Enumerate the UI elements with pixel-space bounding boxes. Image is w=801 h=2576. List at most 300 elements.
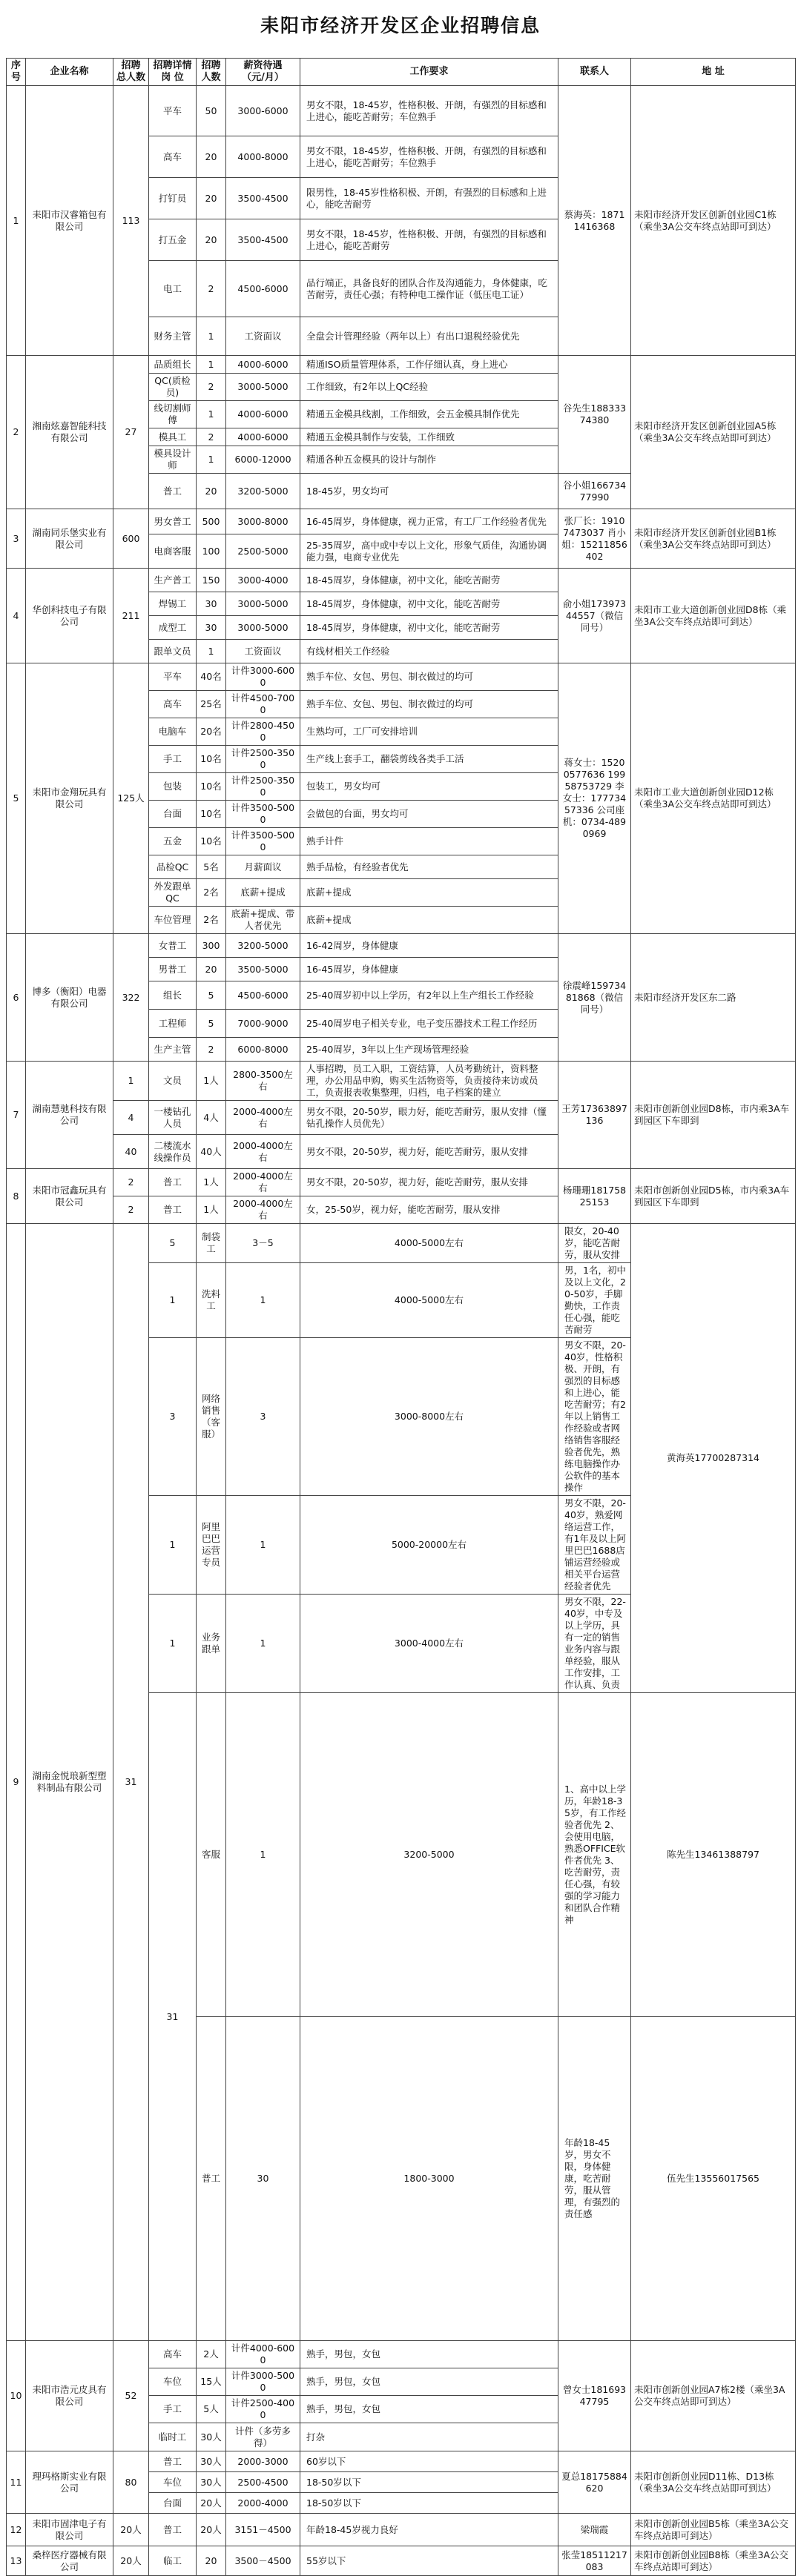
contact: 谷小姐16673477990 bbox=[558, 474, 631, 509]
headcount: 40名 bbox=[197, 663, 226, 691]
salary: 2000-4000左右 bbox=[226, 1196, 300, 1224]
position: 一楼钻孔人员 bbox=[149, 1101, 197, 1135]
position: 焊锡工 bbox=[149, 592, 197, 616]
salary: 计件2500-4000 bbox=[226, 2396, 300, 2423]
requirements: 有线材相关工作经验 bbox=[300, 640, 558, 663]
salary: 3000-8000 bbox=[226, 509, 300, 534]
headcount: 30人 bbox=[197, 2423, 226, 2451]
total-count: 1 bbox=[149, 1595, 197, 1693]
position: 包装 bbox=[149, 773, 197, 801]
total-count: 113 bbox=[113, 86, 149, 356]
requirements: 18-50岁以下 bbox=[300, 2493, 558, 2514]
requirements: 年龄18-45岁，男女不限，身体健康，吃苦耐劳，服从管理，有强烈的责任感 bbox=[558, 2017, 631, 2341]
position: 洗料工 bbox=[197, 1263, 226, 1338]
salary: 3000-8000左右 bbox=[300, 1338, 558, 1496]
address: 耒阳市经济开发区东二路 bbox=[631, 934, 796, 1062]
salary: 2000-4000左右 bbox=[226, 1169, 300, 1196]
requirements: 男女不限，20-50岁，视力好，能吃苦耐劳，服从安排 bbox=[300, 1169, 558, 1196]
header-count: 招聘人数 bbox=[197, 59, 226, 86]
address: 耒阳市创新创业园A7栋2楼（乘坐3A公交车终点站即可到达） bbox=[631, 2341, 796, 2451]
row-number: 2 bbox=[7, 356, 26, 509]
position: 车位 bbox=[149, 2472, 197, 2493]
headcount: 10名 bbox=[197, 828, 226, 855]
headcount: 4人 bbox=[197, 1101, 226, 1135]
company-name: 耒阳市金翔玩具有限公司 bbox=[26, 663, 113, 934]
headcount: 10名 bbox=[197, 801, 226, 828]
header-position: 招聘详情 岗 位 bbox=[149, 59, 197, 86]
position: 男普工 bbox=[149, 958, 197, 981]
total-count: 40 bbox=[113, 1135, 149, 1169]
position: 普工 bbox=[149, 2451, 197, 2472]
headcount: 30 bbox=[197, 616, 226, 640]
salary: 3000-4000左右 bbox=[300, 1595, 558, 1693]
position: 普工 bbox=[149, 2514, 197, 2546]
total-count: 211 bbox=[113, 569, 149, 663]
table-row bbox=[7, 663, 796, 691]
contact: 俞小姐17397344557（微信同号） bbox=[558, 569, 631, 663]
contact: 张厂长：19107473037 肖小姐：15211856402 bbox=[558, 509, 631, 569]
requirements: 男女不限，20-50岁，视力好，能吃苦耐劳，服从安排 bbox=[300, 1135, 558, 1169]
headcount: 100 bbox=[197, 534, 226, 569]
total-count: 20人 bbox=[113, 2514, 149, 2546]
salary: 计件4500-7000 bbox=[226, 691, 300, 718]
address: 耒阳市创新创业园B8栋（乘坐3A公交车终点站即可到达） bbox=[631, 2546, 796, 2576]
total-count: 4 bbox=[113, 1101, 149, 1135]
headcount: 20名 bbox=[197, 718, 226, 746]
position: 跟单文员 bbox=[149, 640, 197, 663]
requirements: 底薪+提成 bbox=[300, 879, 558, 907]
salary: 4500-6000 bbox=[226, 261, 300, 317]
address: 耒阳市经济开发区创新创业园B1栋（乘坐3A公交车终点站即可到达） bbox=[631, 509, 796, 569]
position: 临工 bbox=[149, 2546, 197, 2576]
company-name: 耒阳市固津电子有限公司 bbox=[26, 2514, 113, 2546]
salary: 6000-12000 bbox=[226, 446, 300, 474]
row-number: 7 bbox=[7, 1062, 26, 1169]
table-row bbox=[7, 2546, 796, 2576]
requirements: 生产线上套手工，翻袋剪线各类手工活 bbox=[300, 746, 558, 773]
requirements: 25-35周岁，高中或中专以上文化，形象气质佳，沟通协调能力强，电商专业优先 bbox=[300, 534, 558, 569]
headcount: 5 bbox=[197, 981, 226, 1010]
salary: 5000-20000左右 bbox=[300, 1496, 558, 1595]
headcount: 3 bbox=[226, 1338, 300, 1496]
header-address: 地 址 bbox=[631, 59, 796, 86]
headcount: 30人 bbox=[197, 2472, 226, 2493]
row-number: 3 bbox=[7, 509, 26, 569]
total-count: 1 bbox=[149, 1496, 197, 1595]
requirements: 男女不限，20-40岁，性格积极、开朗，有强烈的目标感和上进心，能吃苦耐劳；有2年以上销售工作经验或者网络销售客服经验者优先，熟练电脑操作办公软件的基本操作 bbox=[558, 1338, 631, 1496]
requirements: 60岁以下 bbox=[300, 2451, 558, 2472]
position: 电脑车 bbox=[149, 718, 197, 746]
total-count: 27 bbox=[113, 356, 149, 509]
headcount: 1 bbox=[197, 317, 226, 356]
salary: 2800-3500左右 bbox=[226, 1062, 300, 1101]
position: 生产主管 bbox=[149, 1038, 197, 1062]
table-row bbox=[7, 1224, 796, 1263]
total-count: 1 bbox=[113, 1062, 149, 1101]
requirements: 熟手，男包，女包 bbox=[300, 2368, 558, 2396]
requirements: 熟手，男包，女包 bbox=[300, 2341, 558, 2368]
requirements: 18-45岁，男女均可 bbox=[300, 474, 558, 509]
salary: 计件2500-3500 bbox=[226, 746, 300, 773]
headcount: 1 bbox=[226, 1496, 300, 1595]
salary: 工资面议 bbox=[226, 317, 300, 356]
page-title: 耒阳市经济开发区企业招聘信息 bbox=[260, 15, 541, 36]
headcount: 2 bbox=[197, 428, 226, 446]
headcount: 1人 bbox=[197, 1169, 226, 1196]
table-row bbox=[7, 356, 796, 374]
total-count: 52 bbox=[113, 2341, 149, 2451]
requirements: 包装工，男女均可 bbox=[300, 773, 558, 801]
headcount: 2 bbox=[197, 374, 226, 401]
company-name: 博多（衡阳）电器有限公司 bbox=[26, 934, 113, 1062]
salary: 3151－4500 bbox=[226, 2514, 300, 2546]
requirements: 男女不限，18-45岁，性格积极、开朗，有强烈的目标感和上进心，能吃苦耐劳；车位熟手 bbox=[300, 136, 558, 178]
headcount: 1 bbox=[197, 401, 226, 428]
headcount: 40人 bbox=[197, 1135, 226, 1169]
headcount: 5 bbox=[197, 1010, 226, 1038]
salary: 3500-4500 bbox=[226, 219, 300, 261]
headcount: 20 bbox=[197, 474, 226, 509]
contact: 谷先生18833374380 bbox=[558, 356, 631, 474]
total-count: 31 bbox=[113, 1224, 149, 2341]
position: 成型工 bbox=[149, 616, 197, 640]
header-salary: 薪资待遇 （元/月） bbox=[226, 59, 300, 86]
requirements: 1、高中以上学历，年龄18-35岁，有工作经验者优先 2、会使用电脑，熟悉OFFICE软件者优先 3、吃苦耐劳，责任心强，有较强的学习能力和团队合作精神 bbox=[558, 1693, 631, 2017]
headcount: 10名 bbox=[197, 746, 226, 773]
position: 手工 bbox=[149, 2396, 197, 2423]
total-count: 20人 bbox=[113, 2546, 149, 2576]
requirements: 底薪+提成 bbox=[300, 907, 558, 934]
requirements: 会做包的台面，男女均可 bbox=[300, 801, 558, 828]
table-row bbox=[7, 569, 796, 592]
headcount: 1 bbox=[197, 640, 226, 663]
header-row bbox=[7, 59, 796, 86]
row-number: 5 bbox=[7, 663, 26, 934]
salary: 3200-5000 bbox=[226, 474, 300, 509]
headcount: 30 bbox=[197, 592, 226, 616]
position: 台面 bbox=[149, 801, 197, 828]
position: 男女普工 bbox=[149, 509, 197, 534]
headcount: 2人 bbox=[197, 2341, 226, 2368]
requirements: 18-45周岁，身体健康，初中文化，能吃苦耐劳 bbox=[300, 592, 558, 616]
contact: 夏总18175884620 bbox=[558, 2451, 631, 2514]
total-count: 2 bbox=[113, 1169, 149, 1196]
address: 耒阳市创新创业园D5栋，市内乘3A车到园区下车即到 bbox=[631, 1169, 796, 1224]
total-count: 322 bbox=[113, 934, 149, 1062]
requirements: 16-42周岁，身体健康 bbox=[300, 934, 558, 958]
requirements: 男女不限，20-40岁，熟爱网络运营工作，有1年及以上阿里巴巴1688店铺运营经验或相关平台运营经验者优先 bbox=[558, 1496, 631, 1595]
requirements: 限男性，18-45岁性格积极、开朗，有强烈的目标感和上进心，能吃苦耐劳 bbox=[300, 178, 558, 219]
headcount: 1 bbox=[226, 1263, 300, 1338]
position: 普工 bbox=[197, 2017, 226, 2341]
company-name: 耒阳市汉睿箱包有限公司 bbox=[26, 86, 113, 356]
row-number: 6 bbox=[7, 934, 26, 1062]
company-name: 理玛格斯实业有限公司 bbox=[26, 2451, 113, 2514]
position: 台面 bbox=[149, 2493, 197, 2514]
headcount: 30人 bbox=[197, 2451, 226, 2472]
position: 业务跟单 bbox=[197, 1595, 226, 1693]
salary: 1800-3000 bbox=[300, 2017, 558, 2341]
requirements: 工作细致，有2年以上QC经验 bbox=[300, 374, 558, 401]
requirements: 18-50岁以下 bbox=[300, 2472, 558, 2493]
company-name: 桑梓医疗器械有限公司 bbox=[26, 2546, 113, 2576]
headcount: 50 bbox=[197, 86, 226, 136]
row-number: 12 bbox=[7, 2514, 26, 2546]
position: 女普工 bbox=[149, 934, 197, 958]
headcount: 150 bbox=[197, 569, 226, 592]
requirements: 精通各种五金模具的设计与制作 bbox=[300, 446, 558, 474]
position: 模具设计师 bbox=[149, 446, 197, 474]
contact: 梁瑞霞 bbox=[558, 2514, 631, 2546]
requirements: 男女不限，18-45岁，性格积极、开朗，有强烈的目标感和上进心，能吃苦耐劳 bbox=[300, 219, 558, 261]
headcount: 20 bbox=[197, 958, 226, 981]
salary: 4000-6000 bbox=[226, 428, 300, 446]
requirements: 16-45周岁，身体健康 bbox=[300, 958, 558, 981]
salary: 计件3500-5000 bbox=[226, 828, 300, 855]
position: 高车 bbox=[149, 2341, 197, 2368]
contact: 王芳17363897136 bbox=[558, 1062, 631, 1169]
position: 模具工 bbox=[149, 428, 197, 446]
table-row bbox=[7, 2341, 796, 2368]
total-count: 600 bbox=[113, 509, 149, 569]
contact: 杨珊珊18175825153 bbox=[558, 1169, 631, 1224]
position: 客服 bbox=[197, 1693, 226, 2017]
salary: 计件4000-6000 bbox=[226, 2341, 300, 2368]
headcount: 300 bbox=[197, 934, 226, 958]
salary: 2000-4000左右 bbox=[226, 1135, 300, 1169]
headcount: 500 bbox=[197, 509, 226, 534]
total-count: 125人 bbox=[113, 663, 149, 934]
table-row bbox=[7, 934, 796, 958]
table-row bbox=[7, 2514, 796, 2546]
salary: 3000-5000 bbox=[226, 592, 300, 616]
company-name: 湘南炫嘉智能科技有限公司 bbox=[26, 356, 113, 509]
salary: 3000-4000 bbox=[226, 569, 300, 592]
requirements: 18-45周岁，身体健康，初中文化，能吃苦耐劳 bbox=[300, 569, 558, 592]
salary: 工资面议 bbox=[226, 640, 300, 663]
requirements: 16-45周岁，身体健康，视力正常，有工厂工作经验者优先 bbox=[300, 509, 558, 534]
position: 线切割师傅 bbox=[149, 401, 197, 428]
requirements: 精通五金模具线割，工作细致，会五金模具制作优先 bbox=[300, 401, 558, 428]
salary: 3000-5000 bbox=[226, 616, 300, 640]
requirements: 55岁以下 bbox=[300, 2546, 558, 2576]
headcount: 1 bbox=[226, 1693, 300, 2017]
position: 文员 bbox=[149, 1062, 197, 1101]
position: 普工 bbox=[149, 1169, 197, 1196]
requirements: 男女不限，18-45岁，性格积极、开朗，有强烈的目标感和上进心，能吃苦耐劳；车位熟手 bbox=[300, 86, 558, 136]
requirements: 女，25-50岁，视力好，能吃苦耐劳，服从安排 bbox=[300, 1196, 558, 1224]
salary: 4000-8000 bbox=[226, 136, 300, 178]
position: 财务主管 bbox=[149, 317, 197, 356]
headcount: 5人 bbox=[197, 2396, 226, 2423]
table-body bbox=[7, 86, 796, 2576]
headcount: 20 bbox=[197, 136, 226, 178]
salary: 4000-5000左右 bbox=[300, 1263, 558, 1338]
contact: 曾女士18169347795 bbox=[558, 2341, 631, 2451]
recruitment-table bbox=[6, 58, 796, 2576]
salary: 计件2800-4500 bbox=[226, 718, 300, 746]
requirements: 年龄18-45岁视力良好 bbox=[300, 2514, 558, 2546]
company-name: 华创科技电子有限公司 bbox=[26, 569, 113, 663]
salary: 2000-4000 bbox=[226, 2493, 300, 2514]
position: 网络销售（客服） bbox=[197, 1338, 226, 1496]
requirements: 25-40周岁，3年以上生产现场管理经验 bbox=[300, 1038, 558, 1062]
headcount: 1 bbox=[226, 1595, 300, 1693]
requirements: 熟手计件 bbox=[300, 828, 558, 855]
requirements: 熟手品检，有经验者优先 bbox=[300, 855, 558, 879]
salary: 3000-5000 bbox=[226, 374, 300, 401]
position: 制袋工 bbox=[197, 1224, 226, 1263]
position: 临时工 bbox=[149, 2423, 197, 2451]
row-number: 4 bbox=[7, 569, 26, 663]
address: 耒阳市经济开发区创新创业园C1栋（乘坐3A公交车终点站即可到达） bbox=[631, 86, 796, 356]
headcount: 1 bbox=[197, 356, 226, 374]
position: 普工 bbox=[149, 474, 197, 509]
requirements: 男女不限，22-40岁，中专及以上学历，具有一定的销售业务内容与跟单经验，服从工作安排，工作认真、负责 bbox=[558, 1595, 631, 1693]
position: 二楼流水线操作员 bbox=[149, 1135, 197, 1169]
position: QC(质检员) bbox=[149, 374, 197, 401]
table-row bbox=[7, 1169, 796, 1196]
headcount: 10名 bbox=[197, 773, 226, 801]
header-requirements: 工作要求 bbox=[300, 59, 558, 86]
row-number: 11 bbox=[7, 2451, 26, 2514]
total-count: 31 bbox=[149, 1693, 197, 2341]
requirements: 18-45周岁，身体健康，初中文化，能吃苦耐劳 bbox=[300, 616, 558, 640]
headcount: 20 bbox=[197, 219, 226, 261]
requirements: 生熟均可，工厂可安排培训 bbox=[300, 718, 558, 746]
requirements: 熟手车位、女包、男包、制衣做过的均可 bbox=[300, 691, 558, 718]
salary: 3200-5000 bbox=[300, 1693, 558, 2017]
salary: 6000-8000 bbox=[226, 1038, 300, 1062]
position: 平车 bbox=[149, 86, 197, 136]
contact: 张莹18511217083 bbox=[558, 2546, 631, 2576]
table-row bbox=[7, 1062, 796, 1101]
requirements: 限女，20-40岁，能吃苦耐劳，服从安排 bbox=[558, 1224, 631, 1263]
salary: 4500-6000 bbox=[226, 981, 300, 1010]
headcount: 2 bbox=[197, 261, 226, 317]
headcount: 2名 bbox=[197, 879, 226, 907]
position: 电商客服 bbox=[149, 534, 197, 569]
address: 耒阳市经济开发区创新创业园A5栋（乘坐3A公交车终点站即可到达） bbox=[631, 356, 796, 509]
headcount: 2 bbox=[197, 1038, 226, 1062]
position: 五金 bbox=[149, 828, 197, 855]
salary: 3500-4500 bbox=[226, 178, 300, 219]
requirements: 熟手车位、女包、男包、制衣做过的均可 bbox=[300, 663, 558, 691]
address: 耒阳市创新创业园D8栋，市内乘3A车到园区下车即到 bbox=[631, 1062, 796, 1169]
position: 车位 bbox=[149, 2368, 197, 2396]
salary: 计件3000-5000 bbox=[226, 2368, 300, 2396]
company-name: 湖南金悦琅新型塑料制品有限公司 bbox=[26, 1224, 113, 2341]
contact: 蔡海英：18711416368 bbox=[558, 86, 631, 356]
position: 打钉员 bbox=[149, 178, 197, 219]
position: 品质组长 bbox=[149, 356, 197, 374]
position: 打五金 bbox=[149, 219, 197, 261]
salary: 2500-4500 bbox=[226, 2472, 300, 2493]
salary: 4000-6000 bbox=[226, 401, 300, 428]
total-count: 5 bbox=[149, 1224, 197, 1263]
row-number: 1 bbox=[7, 86, 26, 356]
header-contact: 联系人 bbox=[558, 59, 631, 86]
total-count: 3 bbox=[149, 1338, 197, 1496]
position: 普工 bbox=[149, 1196, 197, 1224]
salary: 月薪面议 bbox=[226, 855, 300, 879]
address: 耒阳市创新创业园B5栋（乘坐3A公交车终点站即可到达） bbox=[631, 2514, 796, 2546]
company-name: 耒阳市浩元皮具有限公司 bbox=[26, 2341, 113, 2451]
position: 生产普工 bbox=[149, 569, 197, 592]
salary: 计件3500-5000 bbox=[226, 801, 300, 828]
position: 高车 bbox=[149, 691, 197, 718]
salary: 7000-9000 bbox=[226, 1010, 300, 1038]
requirements: 品行端正，具备良好的团队合作及沟通能力，身体健康，吃苦耐劳，责任心强；有特种电工操作证（低压电工证） bbox=[300, 261, 558, 317]
headcount: 1 bbox=[197, 446, 226, 474]
header-no: 序号 bbox=[7, 59, 26, 86]
contact: 徐震峰15973481868（微信同号） bbox=[558, 934, 631, 1062]
company-name: 湖南同乐堡实业有限公司 bbox=[26, 509, 113, 569]
headcount: 30 bbox=[226, 2017, 300, 2341]
position: 阿里巴巴运营专员 bbox=[197, 1496, 226, 1595]
requirements: 熟手，男包，女包 bbox=[300, 2396, 558, 2423]
salary: 计件（多劳多得） bbox=[226, 2423, 300, 2451]
row-number: 9 bbox=[7, 1224, 26, 2341]
salary: 2000-3000 bbox=[226, 2451, 300, 2472]
salary: 3000-6000 bbox=[226, 86, 300, 136]
position: 车位管理 bbox=[149, 907, 197, 934]
position: 组长 bbox=[149, 981, 197, 1010]
row-number: 10 bbox=[7, 2341, 26, 2451]
row-number: 13 bbox=[7, 2546, 26, 2576]
salary: 2500-5000 bbox=[226, 534, 300, 569]
position: 高车 bbox=[149, 136, 197, 178]
position: 品检QC bbox=[149, 855, 197, 879]
total-count: 1 bbox=[149, 1263, 197, 1338]
salary: 底薪+提成 bbox=[226, 879, 300, 907]
table-row bbox=[7, 509, 796, 534]
headcount: 20 bbox=[197, 2546, 226, 2576]
requirements: 25-40周岁电子相关专业，电子变压器技术工程工作经历 bbox=[300, 1010, 558, 1038]
requirements: 25-40周岁初中以上学历，有2年以上生产组长工作经验 bbox=[300, 981, 558, 1010]
header-total: 招聘 总人数 bbox=[113, 59, 149, 86]
position: 外发跟单QC bbox=[149, 879, 197, 907]
headcount: 1人 bbox=[197, 1196, 226, 1224]
salary: 3200-5000 bbox=[226, 934, 300, 958]
contact: 伍先生13556017565 bbox=[631, 2017, 796, 2341]
address: 耒阳市创新创业园D11栋、D13栋（乘坐3A公交车终点站即可到达） bbox=[631, 2451, 796, 2514]
headcount: 20人 bbox=[197, 2514, 226, 2546]
salary: 4000-5000左右 bbox=[300, 1224, 558, 1263]
position: 平车 bbox=[149, 663, 197, 691]
company-name: 湖南慧驰科技有限公司 bbox=[26, 1062, 113, 1169]
headcount: 20 bbox=[197, 178, 226, 219]
salary: 计件3000-6000 bbox=[226, 663, 300, 691]
address: 耒阳市工业大道创新创业园D12栋（乘坐3A公交车终点站即可到达） bbox=[631, 663, 796, 934]
requirements: 精通ISO质量管理体系，工作仔细认真，身上进心 bbox=[300, 356, 558, 374]
salary: 底薪+提成、带人者优先 bbox=[226, 907, 300, 934]
address: 耒阳市工业大道创新创业园D8栋（乘坐3A公交车终点站即可到达） bbox=[631, 569, 796, 663]
company-name: 耒阳市冠鑫玩具有限公司 bbox=[26, 1169, 113, 1224]
contact: 蒋女士：15200577636 19958753729 李女士：17773457336 公司座机：0734-4890969 bbox=[558, 663, 631, 934]
requirements: 男女不限，20-50岁，眼力好，能吃苦耐劳，服从安排（懂钻孔操作人员优先） bbox=[300, 1101, 558, 1135]
headcount: 25名 bbox=[197, 691, 226, 718]
headcount: 1人 bbox=[197, 1062, 226, 1101]
row-number: 8 bbox=[7, 1169, 26, 1224]
headcount: 3－5 bbox=[226, 1224, 300, 1263]
salary: 计件2500-3500 bbox=[226, 773, 300, 801]
headcount: 5名 bbox=[197, 855, 226, 879]
salary: 3500-5000 bbox=[226, 958, 300, 981]
contact: 黄海英17700287314 bbox=[631, 1224, 796, 1693]
headcount: 15人 bbox=[197, 2368, 226, 2396]
headcount: 2名 bbox=[197, 907, 226, 934]
